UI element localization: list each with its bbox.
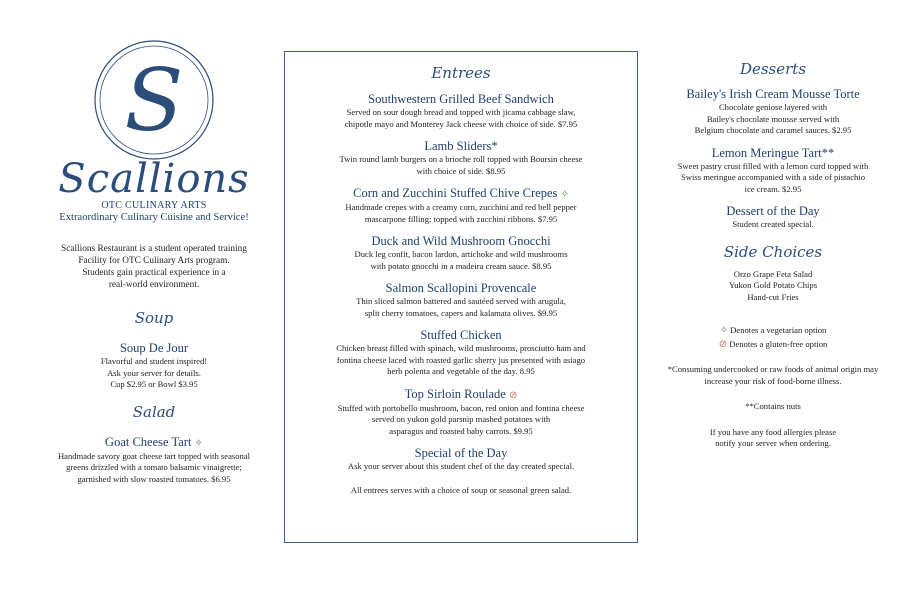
restaurant-tagline: Extraordinary Culinary Cuisine and Service! [59, 212, 249, 223]
allergy-notice: If you have any food allergies please notify your server when ordering. [709, 426, 837, 448]
raw-food-warning: *Consuming undercooked or raw foods of animal origin may increase your risk of food-borne illness. [667, 364, 879, 386]
about-text: Scallions Restaurant is a student operated training Facility for OTC Culinary Arts program. Students gain practical experience in a real-world environment. [61, 244, 247, 290]
restaurant-subtitle: OTC CULINARY ARTS [101, 200, 207, 211]
menu-item-lamb-sliders [285, 139, 637, 177]
dish-name: Bailey's Irish Cream Mousse Torte [686, 87, 860, 101]
dish-description: Twin round lamb burgers on a brioche roll topped with Boursin cheese with choice of side. $8.95 [339, 154, 583, 176]
menu-item-special-of-the-day [285, 446, 637, 473]
dish-name: Salmon Scallopini Provencale [385, 281, 537, 295]
dish-name: Soup De Jour [119, 341, 189, 355]
dish-description: Served on sour dough bread and topped with jicama cabbage slaw, chipotle mayo and Monterey Jack cheese with choice of side. $7.95 [344, 107, 578, 129]
menu-item-stuffed-chicken [285, 328, 637, 378]
menu-item-duck-gnocchi [285, 234, 637, 272]
dish-name: Lemon Meringue Tart** [711, 145, 835, 160]
dish-description: Thin sliced salmon battered and sautéed served with arugula, split cherry tomatoes, capers and kalamata olives. $9.95 [356, 296, 566, 318]
side-item: Hand-cut Fries [747, 291, 799, 302]
menu-item-dessert-of-the-day [650, 204, 896, 231]
menu-item-mousse-torte [650, 87, 896, 137]
dish-name: Stuffed Chicken [420, 328, 502, 342]
dish-description: Chicken breast filled with spinach, wild mushrooms, prosciutto ham and fontina cheese laced with roasted garlic sherry jus presented with asiago herb polenta and vegetable of the day. 8.95 [336, 343, 586, 376]
dish-name: Lamb Sliders* [424, 139, 498, 153]
dish-description: Handmade savory goat cheese tart topped with seasonal greens drizzled with a tomato balsamic vinaigrette; garnished with slow roasted tomatoes. $6.95 [57, 450, 251, 484]
dish-description: Sweet pastry crust filled with a lemon curd topped with Swiss meringue accompanied with a side of pistachio ice cream. $2.95 [677, 160, 869, 194]
monogram-letter: S [124, 51, 184, 151]
dish-name: Top Sirloin Roulade ⊘ [404, 386, 518, 401]
restaurant-name: Scallions [58, 156, 250, 202]
dish-description: Duck leg confit, bacon lardon, artichoke and wild mushrooms with potato gnocchi in a madeira cream sauce. $8.95 [354, 249, 568, 271]
left-column [30, 38, 278, 485]
dish-name: Duck and Wild Mushroom Gnocchi [371, 234, 551, 248]
legend-gluten-free: ⊘ Denotes a gluten-free option [718, 338, 828, 350]
right-column [650, 60, 896, 450]
dish-name: Corn and Zucchini Stuffed Chive Crepes ✧ [353, 186, 569, 200]
dish-description: Student created special. [732, 219, 814, 229]
dish-name: Special of the Day [414, 446, 508, 460]
dish-description: Stuffed with portobello mushroom, bacon, red onion and fontina cheese served on yukon gold parsnip mashed potatoes with asparagus and roasted baby carrots. $9.95 [337, 402, 585, 436]
gluten-free-wheat-icon: ⊘ [508, 389, 518, 401]
menu-item-goat-cheese-tart [30, 435, 278, 486]
vegetarian-leaf-icon: ✧ [719, 325, 729, 336]
soup-heading: Soup [134, 309, 174, 327]
side-item: Orzo Grape Feta Salad [733, 268, 813, 279]
menu-item-lemon-meringue-tart [650, 146, 896, 196]
gluten-free-wheat-icon: ⊘ [718, 338, 728, 350]
vegetarian-leaf-icon: ✧ [194, 437, 203, 449]
dish-name: Dessert of the Day [726, 204, 820, 218]
dish-description: Chocolate geniose layered with Bailey's chocolate mousse served with Belgium chocolate and caramel sauces. $2.95 [694, 102, 852, 135]
desserts-heading: Desserts [739, 60, 807, 78]
menu-item-sirloin-roulade [285, 387, 637, 438]
salad-heading: Salad [132, 402, 176, 421]
side-choices-list [650, 269, 896, 304]
side-choices-heading: Side Choices [723, 242, 823, 261]
entrees-panel [284, 51, 638, 543]
dietary-legend [650, 325, 896, 350]
dish-description: Handmade crepes with a creamy corn, zucchini and red bell pepper mascarpone filling; topped with zucchini ribbons. $7.95 [345, 202, 577, 224]
dish-name: Southwestern Grilled Beef Sandwich [368, 92, 554, 106]
entrees-note: All entrees serves with a choice of soup or seasonal green salad. [350, 484, 572, 495]
vegetarian-leaf-icon: ✧ [560, 189, 569, 200]
side-item: Yukon Gold Potato Chips [728, 280, 818, 290]
menu-item-chive-crepes [285, 186, 637, 225]
legend-vegetarian: ✧ Denotes a vegetarian option [719, 325, 827, 336]
menu-item-soup-de-jour [30, 341, 278, 391]
entrees-heading: Entrees [431, 64, 491, 82]
dish-description: Ask your server about this student chef of the day created special. [347, 461, 575, 471]
menu-item-beef-sandwich [285, 92, 637, 130]
dish-description: Flavorful and student inspired! Ask your server for details. Cup $2.95 or Bowl $3.95 [100, 356, 208, 389]
menu-item-salmon-scallopini [285, 281, 637, 319]
scallions-monogram-logo [92, 38, 216, 162]
nuts-notice: **Contains nuts [745, 401, 801, 411]
dish-name: Goat Cheese Tart ✧ [105, 434, 203, 449]
